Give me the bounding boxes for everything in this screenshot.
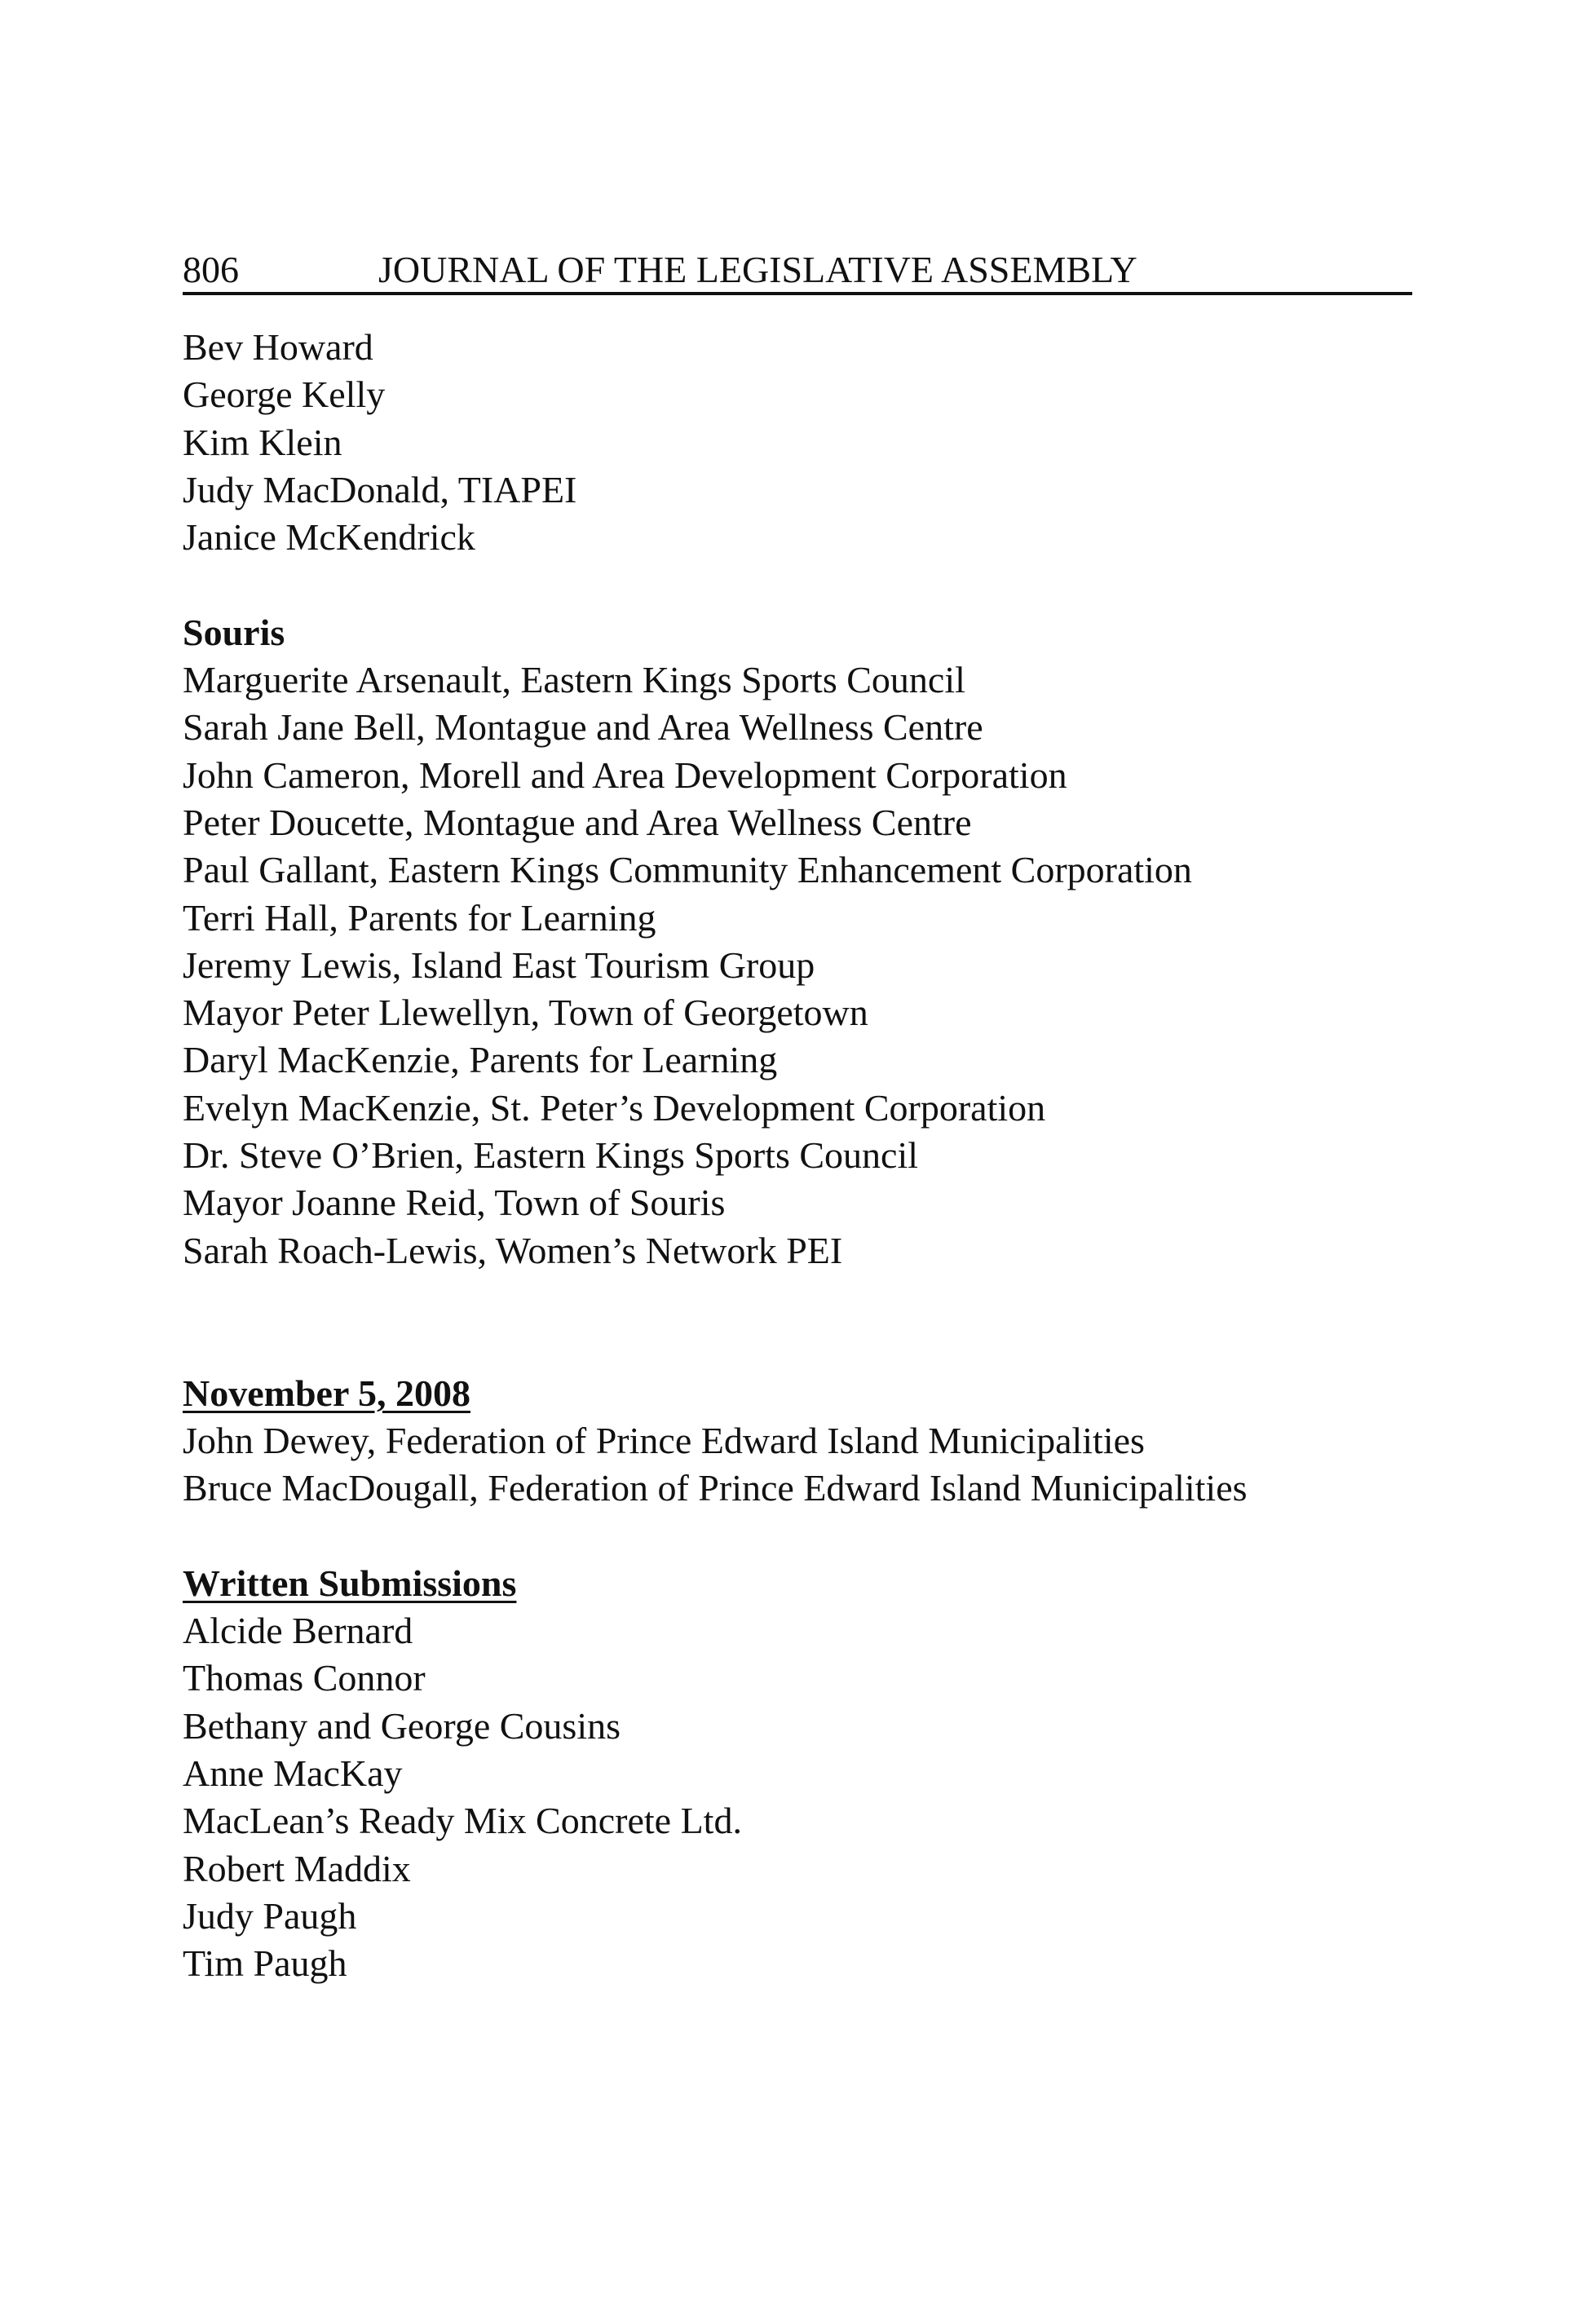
list-item: Daryl MacKenzie, Parents for Learning: [183, 1039, 778, 1081]
list-item: Judy Paugh: [183, 1894, 357, 1937]
page-body: [183, 324, 1455, 1987]
list-item: Mayor Peter Llewellyn, Town of Georgetown: [183, 992, 868, 1034]
list-item: Thomas Connor: [183, 1657, 426, 1699]
page-header: [183, 245, 1412, 295]
list-item: Marguerite Arsenault, Eastern Kings Sports Council: [183, 659, 965, 701]
list-item: Dr. Steve O’Brien, Eastern Kings Sports Council: [183, 1134, 919, 1177]
list-item: Alcide Bernard: [183, 1610, 413, 1652]
page-number: 806: [183, 249, 239, 290]
souris-list: [183, 656, 1455, 1275]
section-heading-date: November 5, 2008: [183, 1372, 471, 1414]
list-item: Judy MacDonald, TIAPEI: [183, 468, 577, 510]
souris-section: [183, 609, 1455, 1275]
november-section: [183, 1370, 1455, 1513]
list-item: Bruce MacDougall, Federation of Prince Edward Island Municipalities: [183, 1467, 1248, 1509]
list-item: Evelyn MacKenzie, St. Peter’s Development Corporation: [183, 1086, 1046, 1129]
november-list: [183, 1417, 1455, 1513]
list-item: Janice McKendrick: [183, 516, 475, 559]
journal-title: JOURNAL OF THE LEGISLATIVE ASSEMBLY: [378, 249, 1137, 290]
list-item: MacLean’s Ready Mix Concrete Ltd.: [183, 1800, 742, 1842]
written-submissions-list: [183, 1607, 1455, 1987]
list-item: Paul Gallant, Eastern Kings Community Enhancement Corporation: [183, 849, 1192, 891]
list-item: Anne MacKay: [183, 1752, 403, 1794]
list-item: Bev Howard: [183, 326, 373, 368]
list-item: Tim Paugh: [183, 1942, 347, 1985]
list-item: Robert Maddix: [183, 1847, 411, 1889]
list-item: Kim Klein: [183, 421, 342, 463]
list-item: Sarah Jane Bell, Montague and Area Wellness Centre: [183, 706, 983, 749]
list-item: John Cameron, Morell and Area Development Corporation: [183, 753, 1067, 796]
list-item: John Dewey, Federation of Prince Edward Island Municipalities: [183, 1419, 1145, 1461]
list-item: Sarah Roach-Lewis, Women’s Network PEI: [183, 1229, 843, 1271]
list-item: Terri Hall, Parents for Learning: [183, 896, 656, 939]
list-item: Jeremy Lewis, Island East Tourism Group: [183, 943, 815, 986]
written-submissions-section: [183, 1560, 1455, 1988]
intro-name-list: [183, 324, 1455, 561]
list-item: Bethany and George Cousins: [183, 1704, 621, 1747]
list-item: Peter Doucette, Montague and Area Wellness Centre: [183, 801, 972, 843]
section-heading-written-submissions: Written Submissions: [183, 1562, 517, 1604]
section-heading-souris: Souris: [183, 611, 285, 653]
list-item: George Kelly: [183, 373, 386, 416]
list-item: Mayor Joanne Reid, Town of Souris: [183, 1182, 726, 1224]
